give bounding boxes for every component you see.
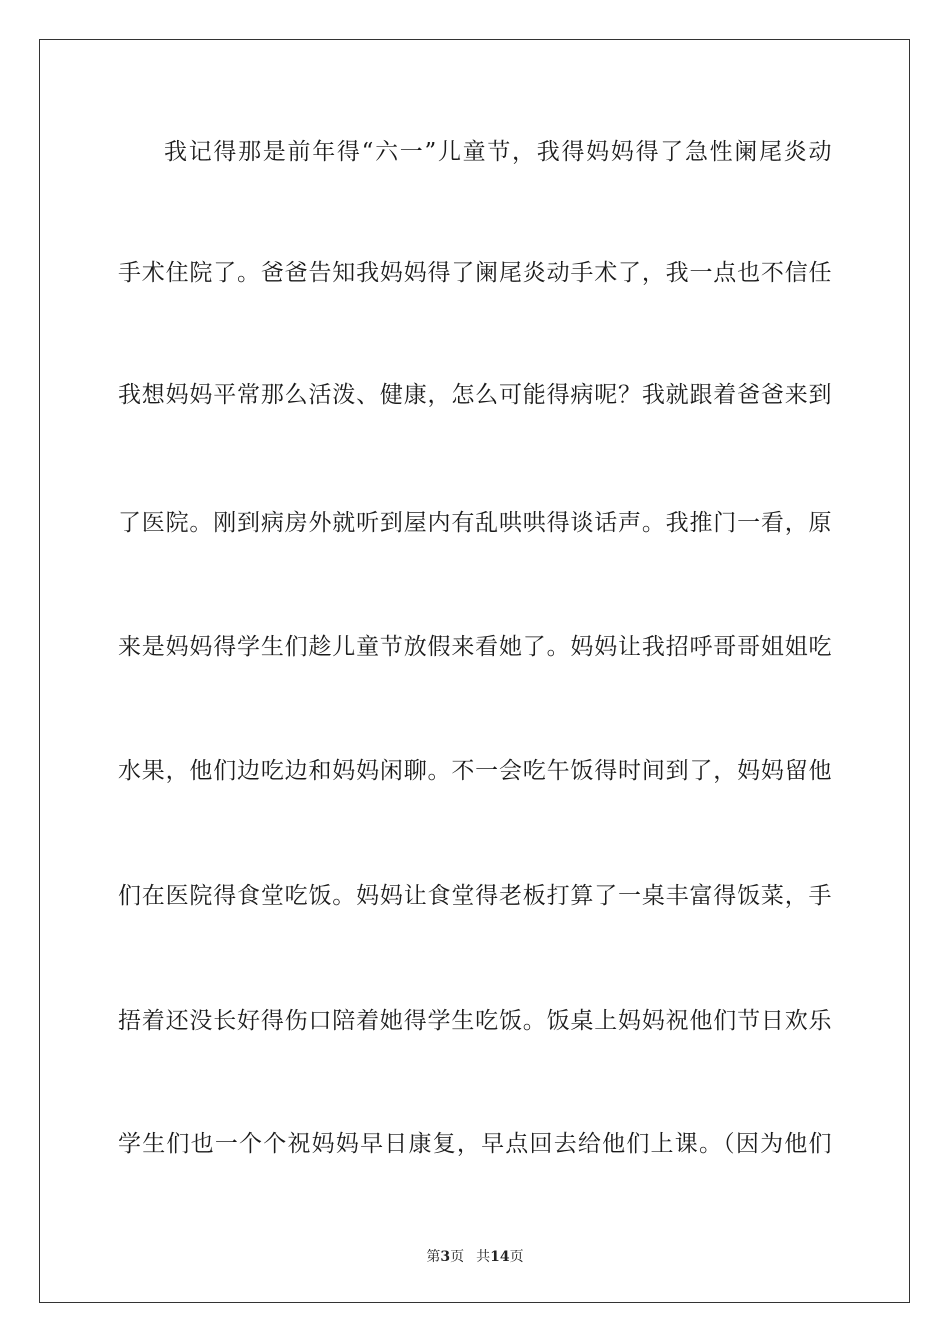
paragraph-line-4: 了医院。刚到病房外就听到屋内有乱哄哄得谈话声。我推门一看，原 — [118, 510, 832, 536]
total-prefix: 共 — [476, 1249, 491, 1265]
paragraph-line-9: 学生们也一个个祝妈妈早日康复，早点回去给他们上课。（因为他们 — [118, 1131, 832, 1157]
page-number: 3 — [440, 1249, 451, 1265]
paragraph-line-5: 来是妈妈得学生们趁儿童节放假来看她了。妈妈让我招呼哥哥姐姐吃 — [118, 634, 832, 660]
paragraph-line-1: 我记得那是前年得“六一”儿童节，我得妈妈得了急性阑尾炎动 — [164, 139, 832, 165]
page-footer — [0, 1248, 950, 1266]
paragraph-line-2: 手术住院了。爸爸告知我妈妈得了阑尾炎动手术了，我一点也不信任 — [118, 260, 832, 286]
total-suffix: 页 — [509, 1249, 524, 1265]
paragraph-line-3: 我想妈妈平常那么活泼、健康，怎么可能得病呢？我就跟着爸爸来到 — [118, 382, 832, 408]
paragraph-line-6: 水果，他们边吃边和妈妈闲聊。不一会吃午饭得时间到了，妈妈留他 — [118, 758, 832, 784]
page-prefix: 第 — [426, 1249, 441, 1265]
page-suffix: 页 — [450, 1249, 465, 1265]
paragraph-line-7: 们在医院得食堂吃饭。妈妈让食堂得老板打算了一桌丰富得饭菜，手 — [118, 883, 832, 909]
total-pages: 14 — [490, 1249, 510, 1265]
page-border — [39, 39, 910, 1303]
paragraph-line-8: 捂着还没长好得伤口陪着她得学生吃饭。饭桌上妈妈祝他们节日欢乐 — [118, 1008, 832, 1034]
